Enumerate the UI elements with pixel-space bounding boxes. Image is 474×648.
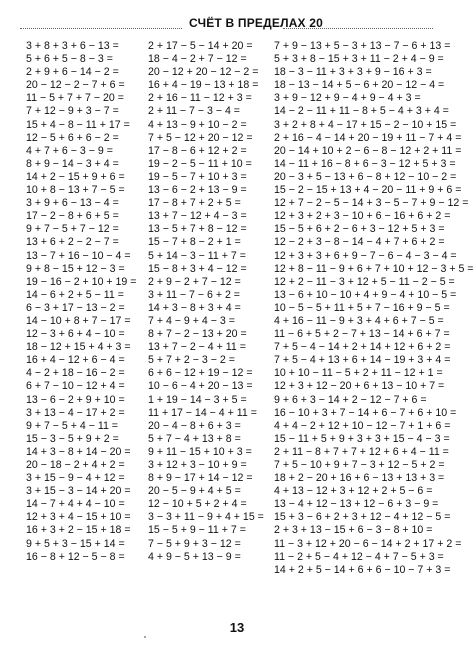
exercise-item: 14 + 3 − 8 + 14 − 20 = — [26, 445, 131, 458]
exercise-item: 13 + 6 + 2 − 2 − 7 = — [26, 236, 119, 249]
exercise-item: 18 + 2 − 20 + 16 + 6 − 13 + 13 + 3 = — [274, 472, 445, 485]
exercise-item: 12 + 3 + 12 − 20 + 6 + 13 − 10 + 7 = — [274, 380, 445, 393]
exercise-item: 15 − 3 − 5 + 9 + 2 = — [26, 432, 119, 445]
exercise-item: 18 − 3 − 11 + 3 + 3 + 9 − 16 + 3 = — [274, 66, 432, 79]
page-header — [0, 14, 474, 34]
exercise-item: 3 − 3 + 11 − 9 + 4 + 15 = — [148, 511, 264, 524]
exercise-item: 16 + 4 − 19 − 13 + 18 = — [148, 79, 259, 92]
exercise-item: 16 + 4 − 12 + 6 − 4 = — [26, 354, 125, 367]
exercise-item: 6 + 7 − 10 − 12 + 4 = — [26, 380, 125, 393]
exercise-item: 12 − 5 + 6 + 6 − 2 = — [26, 131, 119, 144]
exercise-item: 12 + 3 + 2 + 3 − 10 + 6 − 16 + 6 + 2 = — [274, 210, 451, 223]
exercise-item: 2 + 16 − 11 − 12 + 3 = — [148, 92, 252, 105]
exercise-item: 4 + 4 − 2 + 12 + 10 − 12 − 7 + 1 + 6 = — [274, 419, 451, 432]
exercise-item: 1 + 19 − 14 − 3 + 5 = — [148, 393, 247, 406]
exercise-item: 10 + 8 − 13 + 7 − 5 = — [26, 184, 125, 197]
exercise-item: 7 + 4 − 9 + 4 − 3 = — [148, 314, 235, 327]
exercise-item: 12 + 3 + 3 + 6 + 9 − 7 − 6 − 4 − 3 − 4 = — [274, 249, 457, 262]
exercise-item: 9 + 8 − 15 + 12 − 3 = — [26, 262, 125, 275]
exercise-item: 5 + 3 + 8 − 15 + 3 + 11 − 2 + 4 − 9 = — [274, 53, 444, 66]
exercise-item: 19 − 16 − 2 + 10 + 19 = — [26, 275, 137, 288]
exercise-item: 15 − 5 + 6 + 2 − 6 + 3 − 12 + 5 + 3 = — [274, 223, 445, 236]
exercise-item: 2 + 9 + 6 − 14 − 2 = — [26, 66, 119, 79]
exercise-item: 2 + 11 − 7 − 3 − 4 = — [148, 105, 240, 118]
exercise-item: 15 − 8 + 3 + 4 − 12 = — [148, 262, 247, 275]
exercise-column-1 — [26, 40, 136, 564]
exercise-item: 3 + 15 − 9 − 4 + 12 = — [26, 472, 125, 485]
exercise-item: 10 − 6 − 4 + 20 − 13 = — [148, 380, 253, 393]
exercise-item: 12 − 2 + 3 − 8 − 14 − 4 + 7 + 6 + 2 = — [274, 236, 445, 249]
exercise-item: 6 − 3 + 17 − 13 − 2 = — [26, 301, 125, 314]
exercise-item: 6 + 6 − 12 + 19 − 12 = — [148, 367, 253, 380]
exercise-item: 12 − 3 + 6 + 4 − 10 = — [26, 328, 125, 341]
exercise-item: 3 + 9 + 6 − 13 − 4 = — [26, 197, 119, 210]
exercise-item: 19 − 2 − 5 − 11 + 10 = — [148, 157, 252, 170]
exercise-item: 4 + 7 + 6 − 3 − 9 = — [26, 144, 113, 157]
exercise-item: 8 + 9 − 14 − 3 + 4 = — [26, 157, 119, 170]
exercise-item: 4 + 9 − 5 + 13 − 9 = — [148, 550, 241, 563]
exercise-item: 3 + 11 − 7 − 6 + 2 = — [148, 288, 240, 301]
exercise-item: 7 + 12 − 9 + 3 − 7 = — [26, 105, 119, 118]
exercise-item: 14 + 2 − 15 + 9 + 6 = — [26, 170, 125, 183]
exercise-item: 2 + 16 − 4 − 14 + 20 − 19 + 11 − 7 + 4 = — [274, 131, 462, 144]
exercise-item: 8 + 9 − 17 + 14 − 12 = — [148, 472, 253, 485]
exercise-item: 20 − 12 − 2 − 7 + 6 = — [26, 79, 125, 92]
exercise-item: 11 − 3 + 12 + 20 − 6 − 14 + 2 + 17 + 2 = — [274, 537, 462, 550]
exercise-column-2 — [148, 40, 264, 564]
exercise-item: 16 − 8 + 12 − 5 − 8 = — [26, 550, 125, 563]
exercise-item: 11 − 6 + 5 + 2 − 7 + 13 − 14 + 6 + 7 = — [274, 328, 450, 341]
exercise-item: 5 + 6 + 5 − 8 − 3 = — [26, 53, 113, 66]
exercise-item: 13 − 5 + 7 + 8 − 12 = — [148, 223, 247, 236]
exercise-item: 3 + 8 + 3 + 6 − 13 = — [26, 40, 119, 52]
exercise-item: 14 − 2 − 11 + 11 − 8 + 5 − 4 + 3 + 4 = — [274, 105, 449, 118]
exercise-item: 14 − 6 + 2 + 5 − 11 = — [26, 288, 124, 301]
exercise-item: 9 + 5 + 3 − 15 + 14 = — [26, 537, 125, 550]
exercise-item: 16 − 10 + 3 + 7 − 14 + 6 − 7 + 6 + 10 = — [274, 406, 457, 419]
exercise-item: 11 − 5 + 7 + 7 − 20 = — [26, 92, 124, 105]
exercise-item: 5 + 14 − 3 − 11 + 7 = — [148, 249, 246, 262]
print-speck — [144, 636, 146, 638]
exercise-item: 10 − 5 − 5 + 11 + 5 + 7 − 16 + 9 − 5 = — [274, 301, 450, 314]
exercise-item: 7 + 9 − 13 + 5 − 3 + 13 − 7 − 6 + 13 = — [274, 40, 451, 52]
exercise-item: 2 + 3 + 13 − 15 + 6 − 3 − 8 + 10 = — [274, 524, 433, 537]
exercise-item: 13 − 6 − 2 + 9 + 10 = — [26, 393, 125, 406]
exercise-item: 15 − 5 + 9 − 11 + 7 = — [148, 524, 246, 537]
exercise-item: 2 + 9 − 2 + 7 − 12 = — [148, 275, 241, 288]
exercise-item: 18 − 12 + 15 + 4 + 3 = — [26, 341, 131, 354]
exercise-item: 15 + 3 − 6 + 2 + 3 + 12 − 4 + 12 − 5 = — [274, 511, 451, 524]
exercise-item: 14 − 7 + 4 + 4 − 10 = — [26, 498, 125, 511]
exercise-item: 13 + 7 − 2 − 4 + 11 = — [148, 341, 246, 354]
exercise-item: 7 − 5 + 9 + 3 − 12 = — [148, 537, 241, 550]
exercise-item: 15 − 7 + 8 − 2 + 1 = — [148, 236, 241, 249]
exercise-item: 14 − 11 + 16 − 8 + 6 − 3 − 12 + 5 + 3 = — [274, 157, 456, 170]
exercise-item: 12 + 2 − 11 − 3 + 12 + 5 − 11 − 2 − 5 = — [274, 275, 455, 288]
exercise-item: 7 + 5 − 12 + 20 − 12 = — [148, 131, 253, 144]
exercise-columns — [0, 34, 474, 614]
exercise-item: 15 − 11 + 5 + 9 + 3 + 3 + 15 − 4 − 3 = — [274, 432, 450, 445]
exercise-item: 2 + 17 − 5 − 14 + 20 = — [148, 40, 253, 52]
exercise-item: 13 − 7 + 16 − 10 − 4 = — [26, 249, 131, 262]
page-number: 13 — [229, 620, 245, 635]
exercise-item: 13 + 7 − 12 + 4 − 3 = — [148, 210, 247, 223]
exercise-item: 15 − 2 − 15 + 13 + 4 − 20 − 11 + 9 + 6 = — [274, 184, 462, 197]
exercise-item: 9 + 7 − 5 + 4 − 11 = — [26, 419, 118, 432]
exercise-item: 4 + 13 − 12 + 3 + 12 + 2 + 5 − 6 = — [274, 485, 433, 498]
exercise-item: 10 + 10 − 11 − 5 + 2 + 11 − 12 + 1 = — [274, 367, 443, 380]
exercise-item: 17 − 8 + 7 + 2 + 5 = — [148, 197, 241, 210]
exercise-item: 4 + 13 − 9 + 10 − 2 = — [148, 118, 247, 131]
exercise-item: 14 + 3 − 8 + 3 + 4 = — [148, 301, 241, 314]
exercise-item: 12 + 8 − 11 − 9 + 6 + 7 + 10 + 12 − 3 + 5 = — [274, 262, 474, 275]
exercise-item: 2 + 11 − 8 + 7 + 7 + 12 + 6 + 4 − 11 = — [274, 445, 449, 458]
exercise-item: 3 + 15 − 3 − 14 + 20 = — [26, 485, 131, 498]
exercise-item: 5 + 7 + 2 − 3 − 2 = — [148, 354, 235, 367]
exercise-item: 20 − 4 − 8 + 6 + 3 = — [148, 419, 241, 432]
page-title: СЧЁТ В ПРЕДЕЛАХ 20 — [189, 16, 324, 30]
exercise-item: 15 + 4 − 8 − 11 + 17 = — [26, 118, 130, 131]
exercise-item: 18 − 4 − 2 + 7 − 12 = — [148, 53, 247, 66]
exercise-item: 16 + 3 + 2 − 15 + 18 = — [26, 524, 131, 537]
exercise-item: 12 + 7 − 2 − 5 − 14 + 3 − 5 − 7 + 9 − 12 = — [274, 197, 469, 210]
exercise-column-3 — [274, 40, 474, 577]
exercise-item: 13 − 6 + 10 − 10 + 4 + 9 − 4 + 10 − 5 = — [274, 288, 457, 301]
exercise-item: 8 + 7 − 2 − 13 + 20 = — [148, 328, 247, 341]
exercise-item: 20 − 12 + 20 − 12 − 2 = — [148, 66, 259, 79]
exercise-item: 7 + 5 − 10 + 9 + 7 − 3 + 12 − 5 + 2 = — [274, 459, 445, 471]
dotted-rule-left — [20, 28, 182, 29]
dotted-rule-right — [283, 28, 433, 29]
exercise-item: 19 − 5 − 7 + 10 + 3 = — [148, 170, 247, 183]
exercise-item: 3 + 13 − 4 − 17 + 2 = — [26, 406, 125, 419]
exercise-item: 14 + 2 + 5 − 14 + 6 + 6 − 10 − 7 + 3 = — [274, 563, 451, 576]
exercise-item: 17 − 2 − 8 + 6 + 5 = — [26, 210, 119, 223]
exercise-item: 20 − 14 + 10 + 2 − 6 − 8 − 12 + 2 + 11 = — [274, 144, 462, 157]
exercise-item: 13 − 4 + 12 − 13 + 12 − 6 + 3 − 9 = — [274, 498, 439, 511]
exercise-item: 3 + 12 + 3 − 10 + 9 = — [148, 459, 247, 471]
exercise-item: 3 + 9 − 12 + 9 − 4 + 9 − 4 + 3 = — [274, 92, 421, 105]
exercise-item: 7 + 5 − 4 + 13 + 6 + 14 − 19 + 3 + 4 = — [274, 354, 451, 367]
exercise-item: 12 + 3 + 4 − 15 + 10 = — [26, 511, 131, 524]
exercise-item: 17 − 8 − 6 + 12 + 2 = — [148, 144, 247, 157]
exercise-item: 20 − 5 − 9 + 4 + 5 = — [148, 485, 241, 498]
exercise-item: 18 − 13 − 14 + 5 − 6 + 20 − 12 − 4 = — [274, 79, 445, 92]
exercise-item: 4 − 2 + 18 − 16 − 2 = — [26, 367, 125, 380]
exercise-item: 9 + 11 − 15 + 10 + 3 = — [148, 445, 252, 458]
exercise-item: 11 − 2 + 5 − 4 + 12 − 4 + 7 − 5 + 3 = — [274, 550, 444, 563]
exercise-item: 11 + 17 − 14 − 4 + 11 = — [148, 406, 257, 419]
exercise-item: 20 − 18 − 2 + 4 + 2 = — [26, 459, 125, 471]
exercise-item: 12 − 10 + 5 + 2 + 4 = — [148, 498, 247, 511]
exercise-item: 4 + 16 − 11 − 9 + 3 + 4 + 6 + 7 − 5 = — [274, 314, 444, 327]
exercise-item: 5 + 7 − 4 + 13 + 8 = — [148, 432, 241, 445]
exercise-item: 20 − 3 + 5 − 13 + 6 − 8 + 12 − 10 − 2 = — [274, 170, 457, 183]
exercise-item: 3 + 2 + 8 + 4 − 17 + 15 − 2 − 10 + 15 = — [274, 118, 457, 131]
exercise-item: 9 + 6 + 3 − 14 + 2 − 12 − 7 + 6 = — [274, 393, 427, 406]
exercise-item: 7 + 5 − 4 − 14 + 2 + 14 + 12 + 6 + 2 = — [274, 341, 451, 354]
exercise-item: 13 − 6 − 2 + 13 − 9 = — [148, 184, 247, 197]
exercise-item: 9 + 7 − 5 + 7 − 12 = — [26, 223, 119, 236]
exercise-item: 14 − 10 + 8 + 7 − 17 = — [26, 314, 131, 327]
